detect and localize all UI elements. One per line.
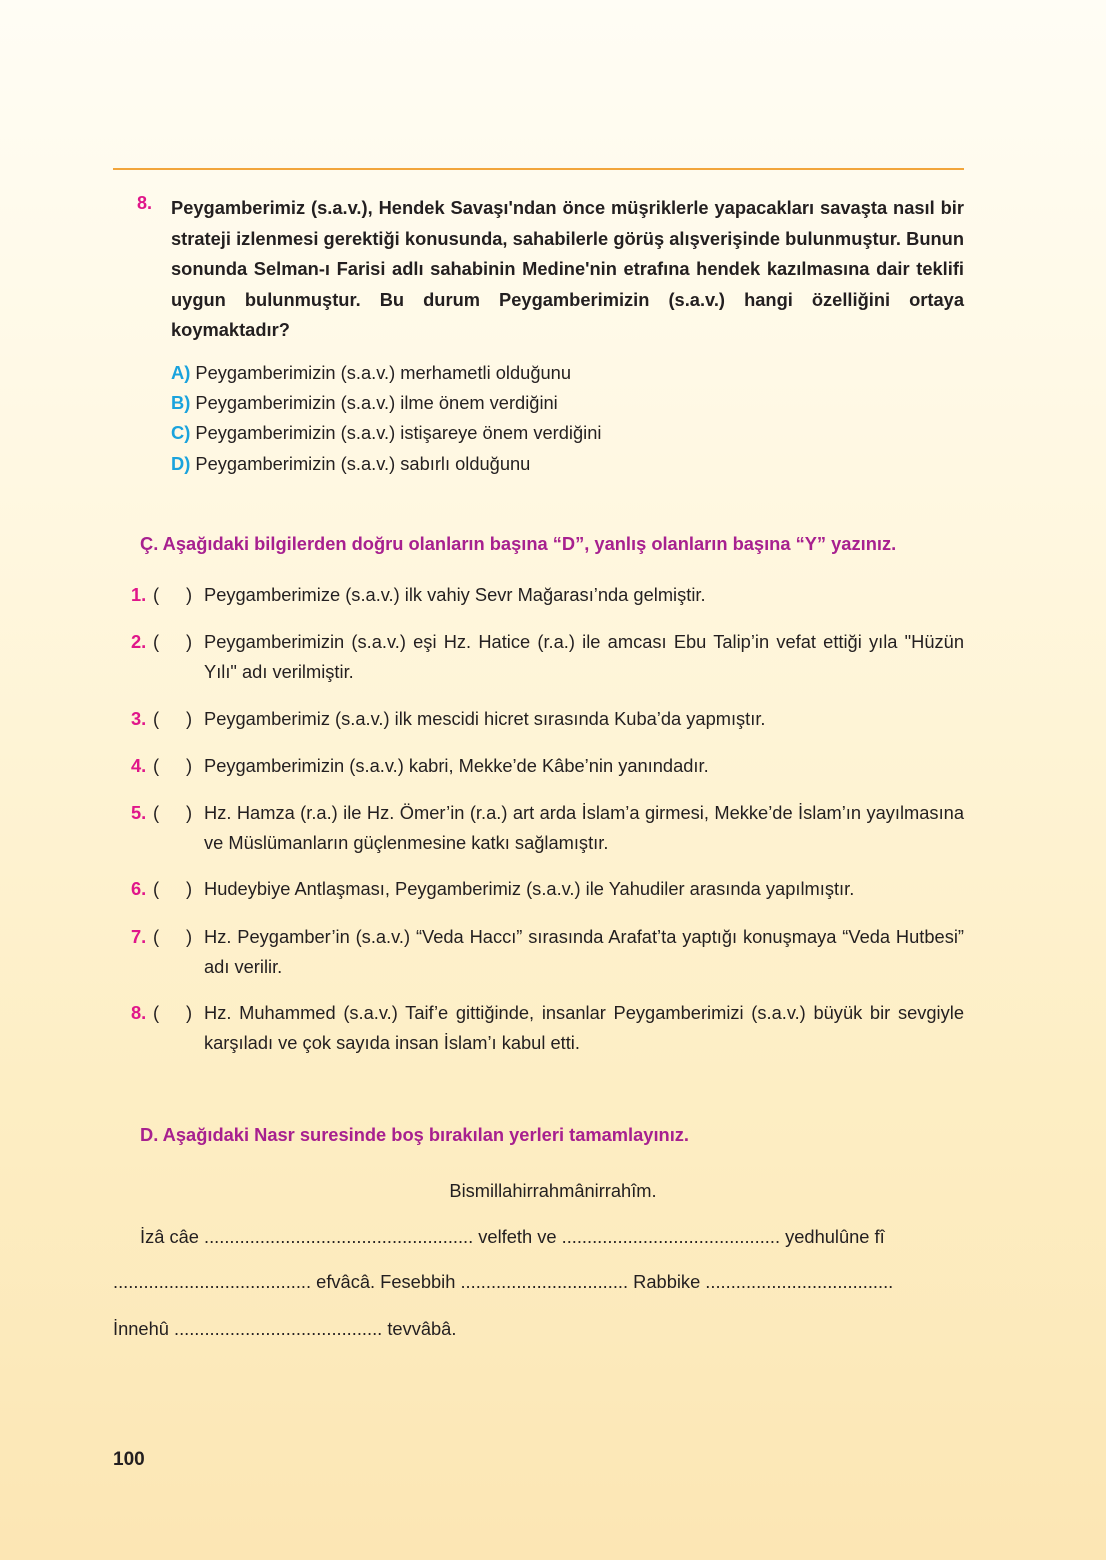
- question-number: 8.: [137, 193, 153, 213]
- answer-blank[interactable]: (: [153, 708, 160, 729]
- fill-line-2[interactable]: ....................................... efvâcâ. Fesebbih ................................. Rabbike .....................................: [113, 1271, 894, 1292]
- option-d[interactable]: D) Peygamberimizin (s.a.v.) sabırlı olduğunu: [171, 452, 531, 474]
- true-false-item: 7. ( ) Hz. Peygamber’in (s.a.v.) “Veda Haccı” sırasında Arafat’ta yaptığı konuşmaya “Veda Hutbesi” adı verilir.: [113, 922, 964, 982]
- top-divider: [113, 168, 964, 170]
- option-a[interactable]: A) Peygamberimizin (s.a.v.) merhametli olduğunu: [171, 361, 571, 383]
- answer-blank[interactable]: (: [153, 802, 160, 823]
- fill-line-3[interactable]: İnnehû ......................................... tevvâbâ.: [113, 1318, 457, 1339]
- true-false-item: 8. ( ) Hz. Muhammed (s.a.v.) Taif’e gittiğinde, insanlar Peygamberimizi (s.a.v.) büyük bir sevgiyle karşıladı ve çok sayıda insan İslam’ı kabul etti.: [113, 998, 964, 1058]
- true-false-item: 3. ( ) Peygamberimiz (s.a.v.) ilk mescidi hicret sırasında Kuba’da yapmıştır.: [113, 704, 964, 734]
- true-false-item: 6. ( ) Hudeybiye Antlaşması, Peygamberimiz (s.a.v.) ile Yahudiler arasında yapılmıştır.: [113, 874, 964, 904]
- answer-blank[interactable]: (: [153, 631, 160, 652]
- page-number: 100: [113, 1449, 145, 1470]
- answer-blank[interactable]: (: [153, 584, 160, 605]
- answer-options: [171, 358, 964, 480]
- answer-blank[interactable]: (: [153, 926, 160, 947]
- section-c-heading: Ç. Aşağıdaki bilgilerden doğru olanların başına “D”, yanlış olanların başına “Y” yazınız.: [140, 533, 897, 554]
- fill-line-1[interactable]: İzâ câe ..................................................... velfeth ve ........................................... yedhulûne fî: [140, 1226, 885, 1247]
- true-false-item: 1. ( ) Peygamberimize (s.a.v.) ilk vahiy Sevr Mağarası’nda gelmiştir.: [113, 580, 964, 610]
- answer-blank[interactable]: (: [153, 878, 160, 899]
- question-stem: Peygamberimiz (s.a.v.), Hendek Savaşı'ndan önce müşriklerle yapacakları savaşta nasıl bir strateji izlenmesi gerektiği konusunda, sahabilerle görüş alışverişinde bulunmuştur. Bunun sonunda Selman-ı Farisi adlı sahabinin Medine'nin etrafına hendek kazılmasına dair teklifi uygun bulunmuştur. Bu durum Peygamberimizin (s.a.v.) hangi özelliğini ortaya koymaktadır?: [171, 197, 964, 340]
- true-false-item: 2. ( ) Peygamberimizin (s.a.v.) eşi Hz. Hatice (r.a.) ile amcası Ebu Talip’in vefat ettiği yıla "Hüzün Yılı" adı verilmiştir.: [113, 627, 964, 687]
- answer-blank[interactable]: (: [153, 755, 160, 776]
- true-false-item: 5. ( ) Hz. Hamza (r.a.) ile Hz. Ömer’in (r.a.) art arda İslam’a girmesi, Mekke’de İslam’ın yayılmasına ve Müslümanların güçlenmesine katkı sağlamıştır.: [113, 798, 964, 858]
- question-8: [137, 193, 964, 479]
- option-b[interactable]: B) Peygamberimizin (s.a.v.) ilme önem verdiğini: [171, 391, 558, 413]
- basmala: Bismillahirrahmânirrahîm.: [449, 1180, 657, 1201]
- section-d-heading: D. Aşağıdaki Nasr suresinde boş bırakılan yerleri tamamlayınız.: [140, 1124, 689, 1145]
- true-false-item: 4. ( ) Peygamberimizin (s.a.v.) kabri, Mekke’de Kâbe’nin yanındadır.: [113, 751, 964, 781]
- option-c[interactable]: C) Peygamberimizin (s.a.v.) istişareye önem verdiğini: [171, 422, 602, 444]
- answer-blank[interactable]: (: [153, 1002, 160, 1023]
